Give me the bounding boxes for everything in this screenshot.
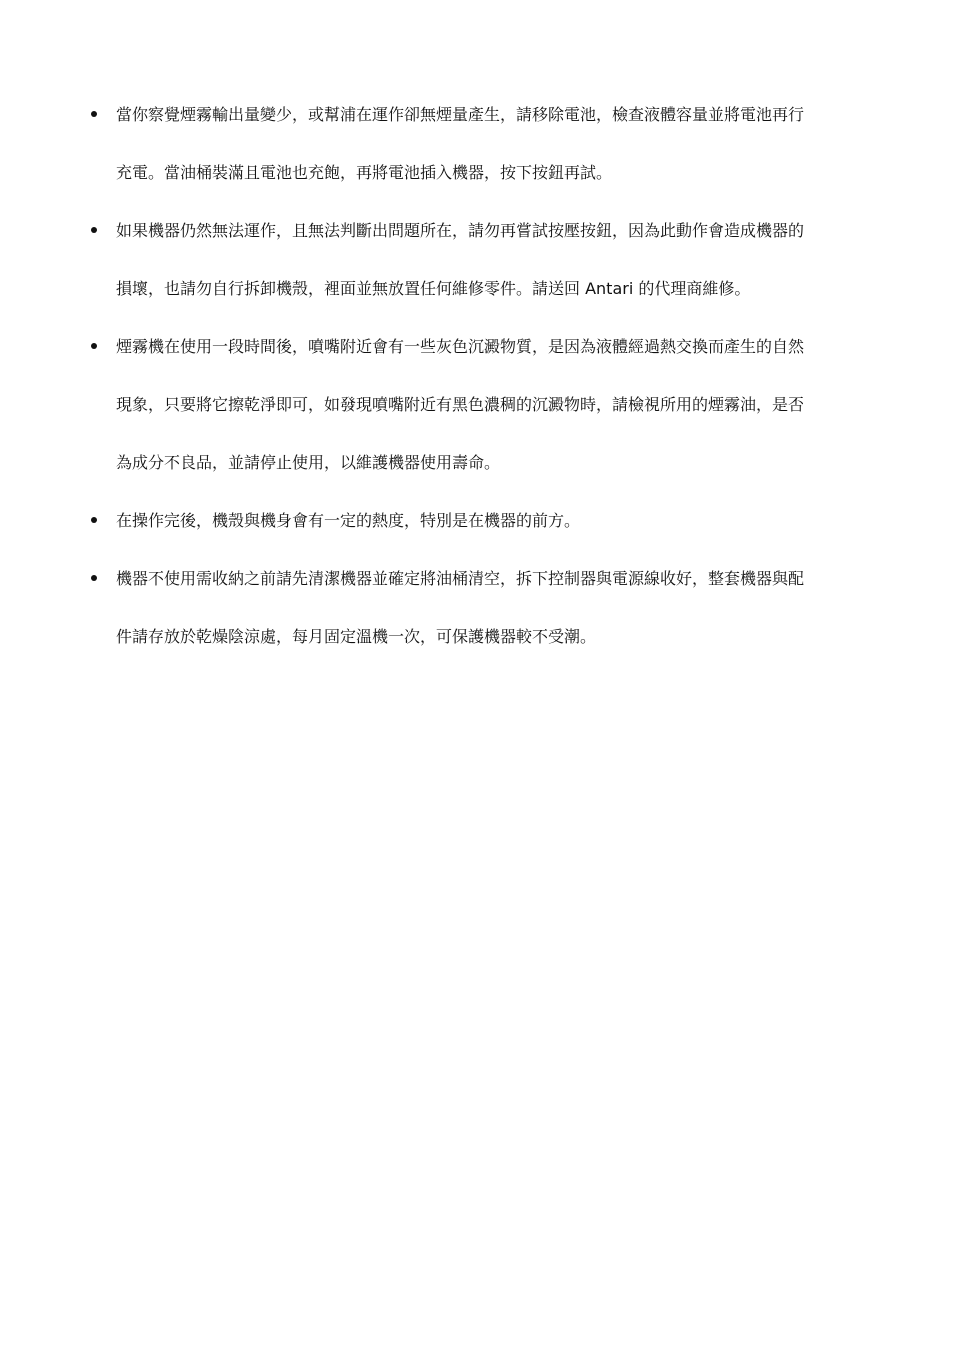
bullet-icon: [91, 343, 97, 349]
bullet-icon: [91, 227, 97, 233]
list-item: [90, 86, 870, 202]
note-line: 為成分不良品，並請停止使用，以維護機器使用壽命。: [116, 453, 501, 472]
note-line: 在操作完後，機殼與機身會有一定的熱度，特別是在機器的前方。: [116, 511, 581, 530]
list-item: [90, 550, 870, 666]
bullet-icon: [91, 517, 97, 523]
note-line: 現象，只要將它擦乾淨即可，如發現噴嘴附近有黑色濃稠的沉澱物時，請檢視所用的煙霧油，是否: [116, 395, 805, 414]
note-line: 煙霧機在使用一段時間後，噴嘴附近會有一些灰色沉澱物質，是因為液體經過熱交換而產生的自然: [116, 337, 805, 356]
note-line: 當你察覺煙霧輸出量變少，或幫浦在運作卻無煙量產生，請移除電池，檢查液體容量並將電池再行: [116, 105, 805, 124]
note-line: 損壞，也請勿自行拆卸機殼，裡面並無放置任何維修零件。請送回 Antari 的代理商維修。: [116, 279, 751, 298]
list-item: [90, 202, 870, 318]
bullet-icon: [91, 111, 97, 117]
list-item: [90, 492, 870, 550]
bullet-icon: [91, 575, 97, 581]
list-item: [90, 318, 870, 492]
maintenance-notes-list: [90, 86, 870, 666]
note-line: 充電。當油桶裝滿且電池也充飽，再將電池插入機器，按下按鈕再試。: [116, 163, 613, 182]
note-line: 件請存放於乾燥陰涼處，每月固定溫機一次，可保護機器較不受潮。: [116, 627, 597, 646]
note-line: 如果機器仍然無法運作，且無法判斷出問題所在，請勿再嘗試按壓按鈕，因為此動作會造成機器的: [116, 221, 805, 240]
note-line: 機器不使用需收納之前請先清潔機器並確定將油桶清空，拆下控制器與電源線收好，整套機器與配: [116, 569, 805, 588]
